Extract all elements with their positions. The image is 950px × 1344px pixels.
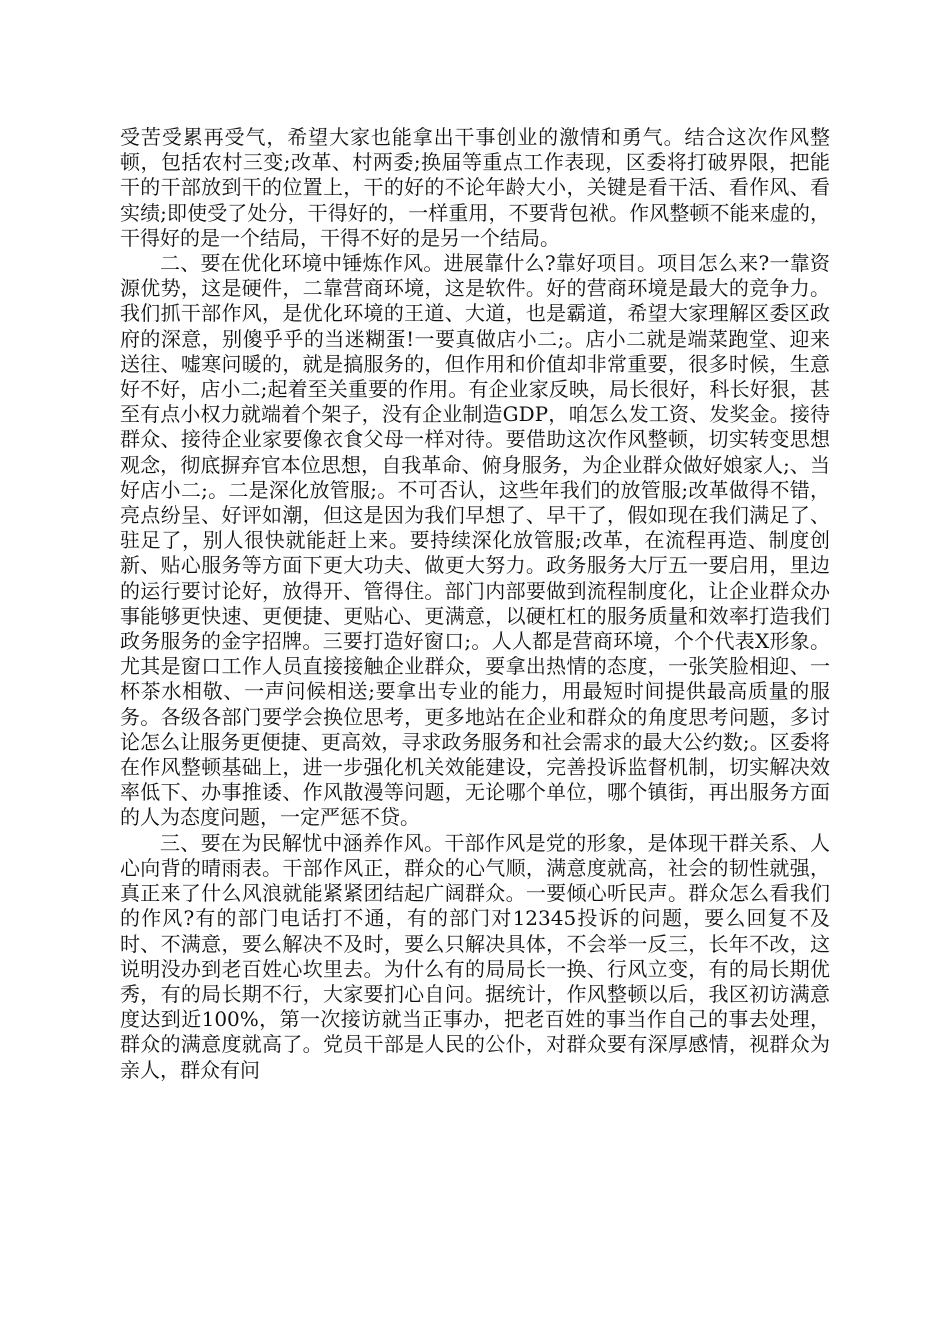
paragraph-continuation: 受苦受累再受气，希望大家也能拿出干事创业的激情和勇气。结合这次作风整顿，包括农村三变;改革、村两委;换届等重点工作表现，区委将打破界限，把能干的干部放到干的位置上，干的好的不论年龄大小，关键是看干活、看作风、看实绩;即使受了处分，干得好的，一样重用，不要背包袱。作风整顿不能来虚的，干得好的是一个结局，干得不好的是另一个结局。 — [120, 125, 830, 250]
paragraph-section-two: 二、要在优化环境中锤炼作风。进展靠什么?靠好项目。项目怎么来?一靠资源优势，这是硬件，二靠营商环境，这是软件。好的营商环境是最大的竞争力。我们抓干部作风，是优化环境的王道、大道，也是霸道，希望大家理解区委区政府的深意，别傻乎乎的当迷糊蛋!一要真做店小二;。店小二就是端菜跑堂、迎来送往、嘘寒问暖的，就是搞服务的，但作用和价值却非常重要，很多时候，生意好不好，店小二;起着至关重要的作用。有企业家反映，局长很好，科长好狠，甚至有点小权力就端着个架子，没有企业制造GDP，咱怎么发工资、发奖金。接待群众、接待企业家要像衣食父母一样对待。要借助这次作风整顿，切实转变思想观念，彻底摒弃官本位思想，自我革命、俯身服务，为企业群众做好娘家人;、当好店小二;。二是深化放管服;。不可否认，这些年我们的放管服;改革做得不错，亮点纷呈、好评如潮，但这是因为我们早想了、早干了，假如现在我们满足了、驻足了，别人很快就能赶上来。要持续深化放管服;改革，在流程再造、制度创新、贴心服务等方面下更大功夫、做更大努力。政务服务大厅五一要启用，里边的运行要讨论好，放得开、管得住。部门内部要做到流程制度化，让企业群众办事能够更快速、更便捷、更贴心、更满意，以硬杠杠的服务质量和效率打造我们政务服务的金字招牌。三要打造好窗口;。人人都是营商环境，个个代表X形象。尤其是窗口工作人员直接接触企业群众，要拿出热情的态度，一张笑脸相迎、一杯茶水相敬、一声问候相送;要拿出专业的能力，用最短时间提供最高质量的服务。各级各部门要学会换位思考，更多地站在企业和群众的角度思考问题，多讨论怎么让服务更便捷、更高效，寻求政务服务和社会需求的最大公约数;。区委将在作风整顿基础上，进一步强化机关效能建设，完善投诉监督机制，切实解决效率低下、办事推诿、作风散漫等问题，无论哪个单位，哪个镇街，再出服务方面的人为态度问题，一定严惩不贷。 — [120, 251, 830, 830]
document-body — [120, 125, 830, 1083]
paragraph-section-three: 三、要在为民解忧中涵养作风。干部作风是党的形象，是体现干群关系、人心向背的晴雨表。干部作风正，群众的心气顺，满意度就高，社会的韧性就强，真正来了什么风浪就能紧紧团结起广阔群众。一要倾心听民声。群众怎么看我们的作风?有的部门电话打不通，有的部门对12345投诉的问题，要么回复不及时、不满意，要么解决不及时，要么只解决具体，不会举一反三，长年不改，这说明没办到老百姓心坎里去。为什么有的局局长一换、行风立变，有的局长期优秀，有的局长期不行，大家要扪心自问。据统计，作风整顿以后，我区初访满意度达到近100%，第一次接访就当正事办，把老百姓的事当作自己的事去处理，群众的满意度就高了。党员干部是人民的公仆，对群众要有深厚感情，视群众为亲人，群众有问 — [120, 830, 830, 1082]
